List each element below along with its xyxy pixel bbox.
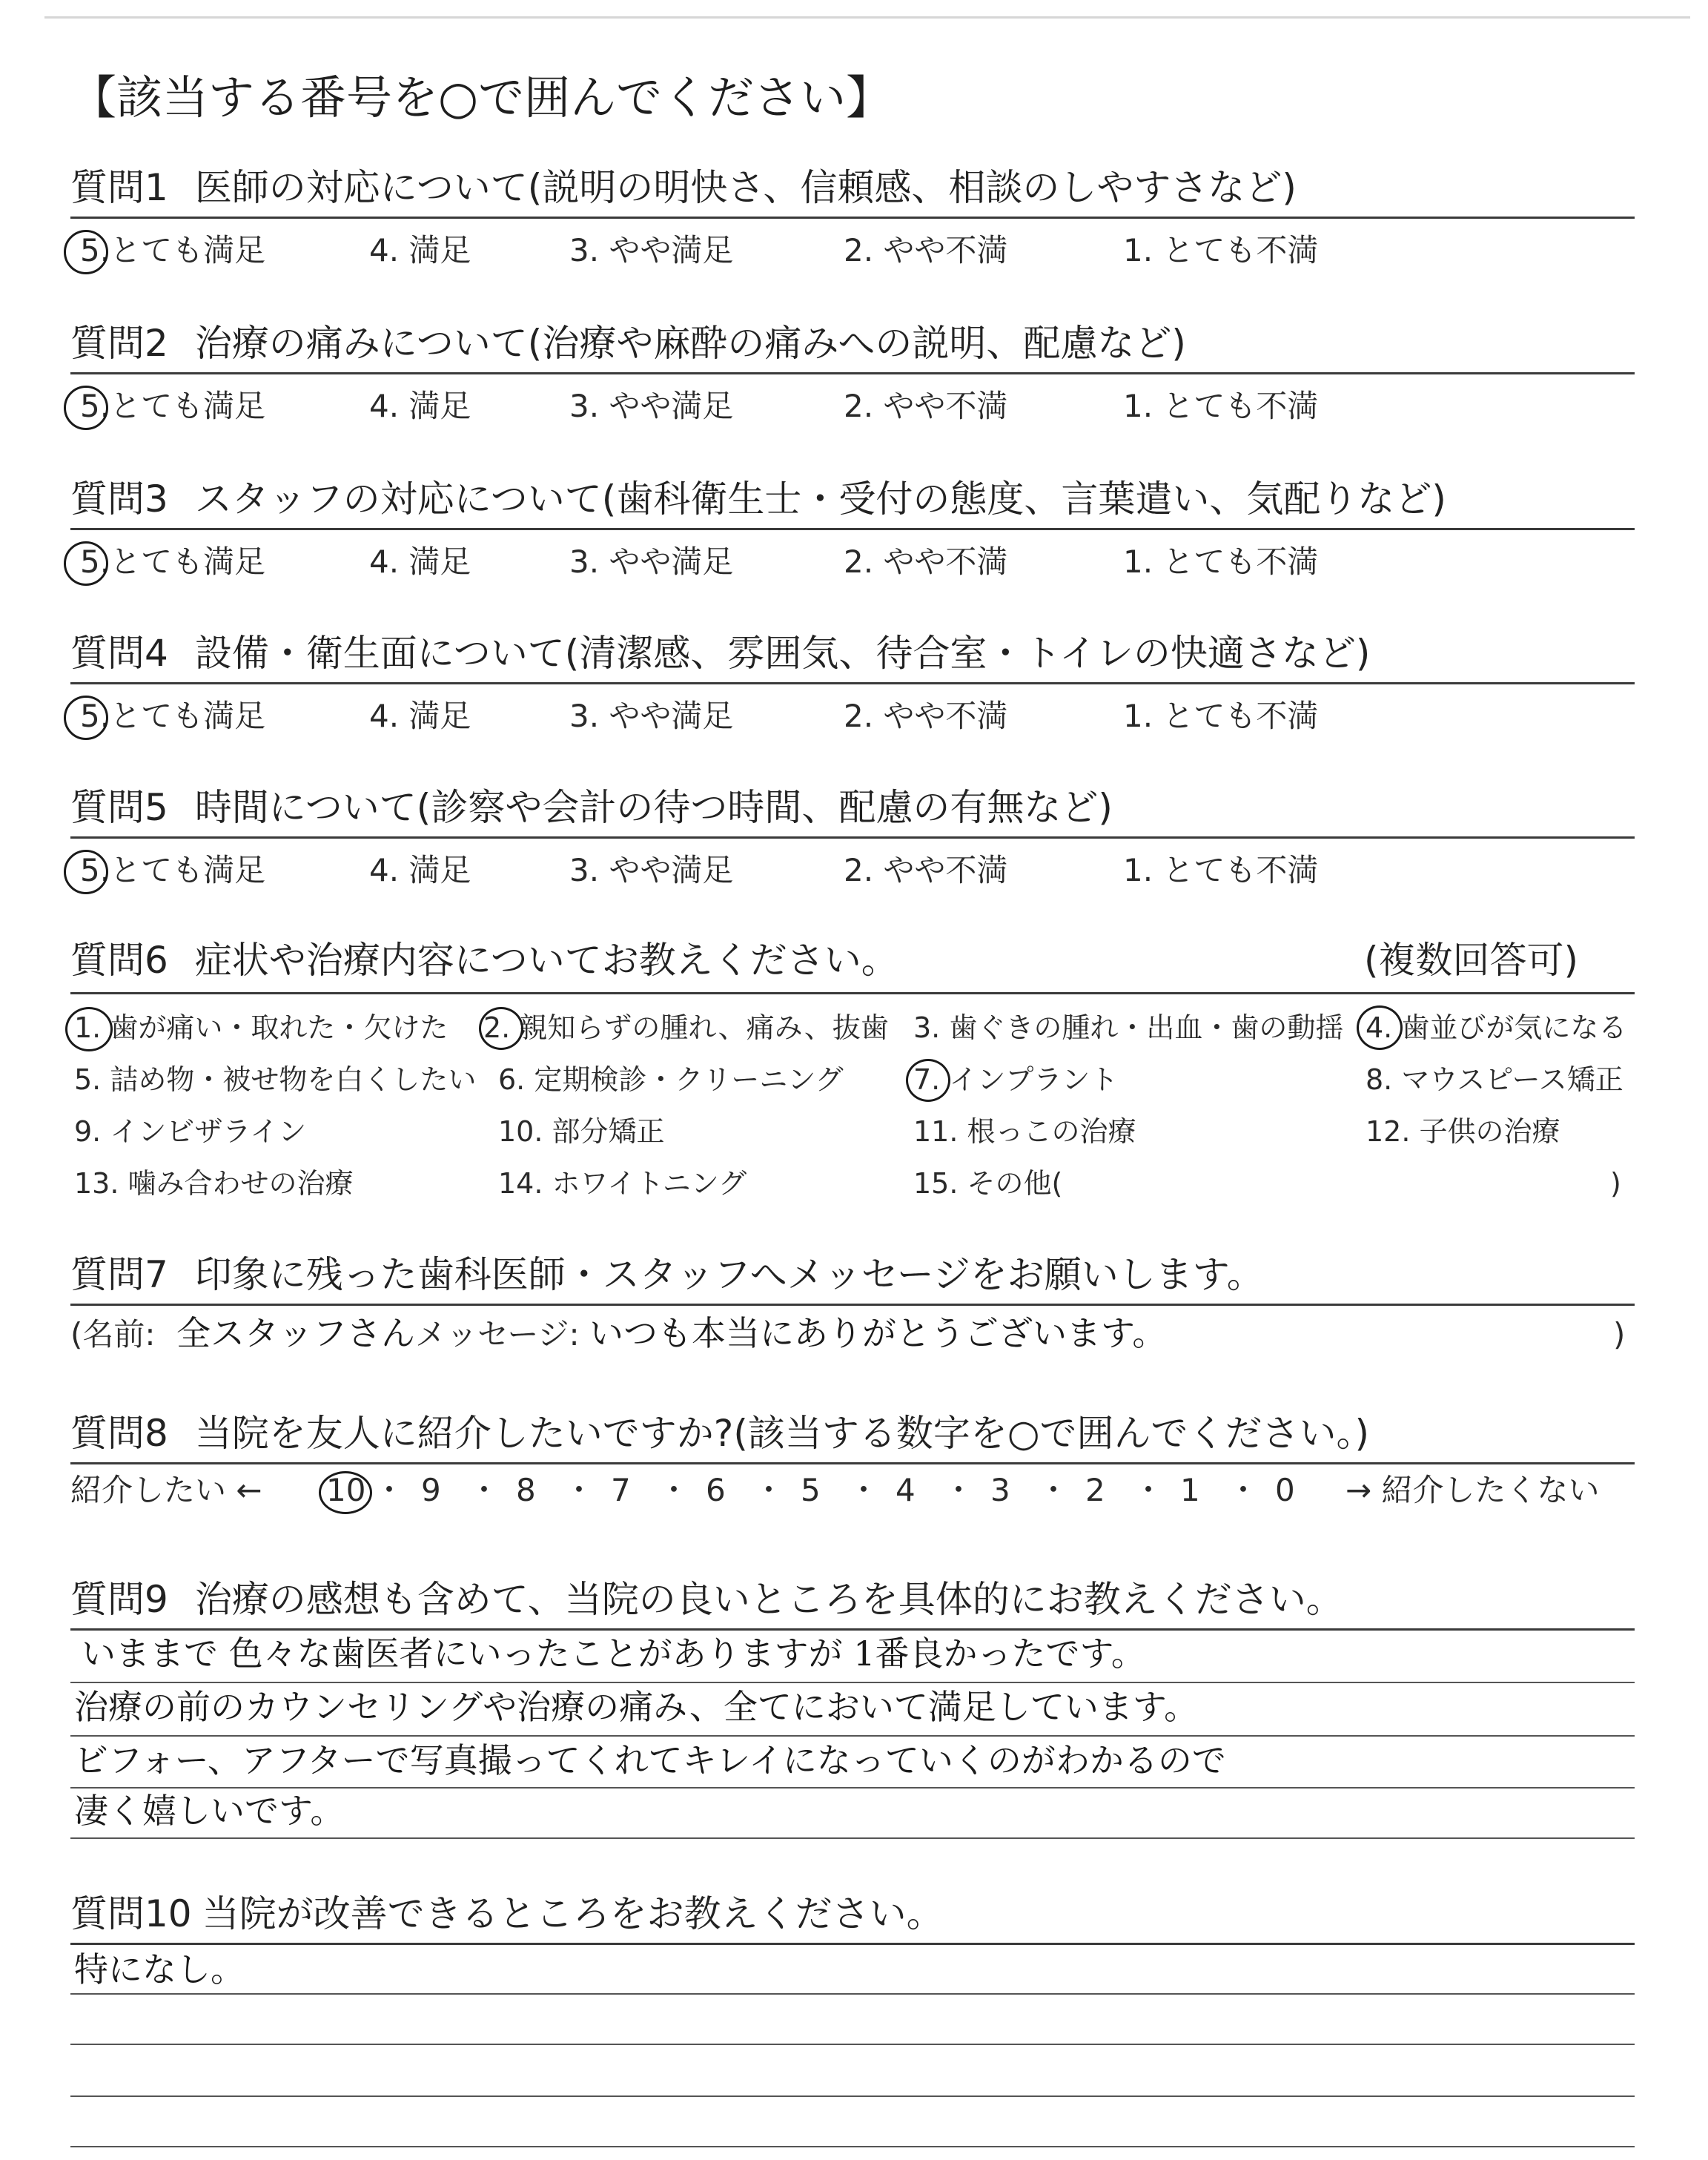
q6-option-6[interactable]: 6. 定期検診・クリーニング xyxy=(498,1063,844,1096)
q3-circle-selected xyxy=(64,541,108,586)
q5-rule xyxy=(70,836,1635,839)
q6-option-12[interactable]: 12. 子供の治療 xyxy=(1366,1115,1560,1148)
q6-option-15-close: ) xyxy=(1610,1167,1621,1200)
q10-line-2 xyxy=(70,2044,1635,2045)
q5-option-2[interactable]: 2. やや不満 xyxy=(844,852,1008,888)
q1-number: 質問1 xyxy=(70,166,168,209)
q3-option-4[interactable]: 4. 満足 xyxy=(369,544,471,580)
q5-heading xyxy=(70,783,1113,832)
q4-option-2[interactable]: 2. やや不満 xyxy=(844,698,1008,734)
q10-line-3 xyxy=(70,2095,1635,2097)
q3-text: スタッフの対応について(歯科衛生士・受付の態度、言葉遣い、気配りなど) xyxy=(194,478,1446,521)
q2-option-4[interactable]: 4. 満足 xyxy=(369,388,471,424)
q5-text: 時間について(診察や会計の待つ時間、配慮の有無など) xyxy=(194,786,1113,829)
q8-scale-9[interactable]: 9 xyxy=(421,1472,441,1508)
q6-option-5[interactable]: 5. 詰め物・被せ物を白くしたい xyxy=(74,1063,477,1096)
q7-message-label: メッセージ: xyxy=(415,1316,580,1353)
q6-text: 症状や治療内容についてお教えください。 xyxy=(194,939,898,982)
q7-name-label: (名前: xyxy=(70,1316,156,1353)
q5-option-3[interactable]: 3. やや満足 xyxy=(569,852,734,888)
q2-option-5[interactable]: 5.とても満足 xyxy=(80,388,266,424)
q2-number: 質問2 xyxy=(70,322,168,365)
q6-option-2[interactable]: 2. 親知らずの腫れ、痛み、抜歯 xyxy=(483,1011,889,1044)
q2-text: 治療の痛みについて(治療や麻酔の痛みへの説明、配慮など) xyxy=(194,322,1186,365)
q9-line-2 xyxy=(70,1735,1635,1737)
q6-option-14[interactable]: 14. ホワイトニング xyxy=(498,1167,747,1200)
q8-scale-dot: ・ xyxy=(753,1472,785,1508)
q9-answer-line-1[interactable]: いままで 色々な歯医者にいったことがありますが 1番良かったです。 xyxy=(82,1634,1145,1674)
q7-message-value[interactable]: いつも本当にありがとうございます。 xyxy=(589,1313,1167,1353)
q5-option-1[interactable]: 1. とても不満 xyxy=(1123,852,1319,888)
q6-option-4[interactable]: 4. 歯並びが気になる xyxy=(1366,1011,1627,1044)
q7-close-paren: ) xyxy=(1613,1316,1626,1353)
q8-number: 質問8 xyxy=(70,1412,168,1455)
q8-scale-dot: ・ xyxy=(1038,1472,1070,1508)
q10-line-4 xyxy=(70,2146,1635,2147)
q5-option-5[interactable]: 5.とても満足 xyxy=(80,852,266,888)
q8-right-label: → 紹介したくない xyxy=(1345,1472,1600,1508)
q6-option-15[interactable]: 15. その他( xyxy=(913,1167,1063,1200)
q8-scale-dot: ・ xyxy=(1228,1472,1260,1508)
q8-scale-10[interactable]: 10 xyxy=(326,1472,366,1508)
q3-rule xyxy=(70,528,1635,530)
q4-rule xyxy=(70,682,1635,684)
q2-option-3[interactable]: 3. やや満足 xyxy=(569,388,734,424)
q8-scale-2[interactable]: 2 xyxy=(1085,1472,1105,1508)
q5-circle-selected xyxy=(64,850,108,894)
q1-option-5[interactable]: 5.とても満足 xyxy=(80,232,266,268)
q6-circle-7 xyxy=(906,1059,950,1102)
q8-scale-8[interactable]: 8 xyxy=(516,1472,536,1508)
q10-text: 当院が改善できるところをお教えください。 xyxy=(202,1892,944,1935)
q9-rule xyxy=(70,1628,1635,1631)
q6-circle-2 xyxy=(479,1007,523,1050)
q8-scale-dot: ・ xyxy=(469,1472,500,1508)
q1-text: 医師の対応について(説明の明快さ、信頼感、相談のしやすさなど) xyxy=(194,166,1297,209)
q1-option-1[interactable]: 1. とても不満 xyxy=(1123,232,1319,268)
q8-text: 当院を友人に紹介したいですか?(該当する数字を○で囲んでください。) xyxy=(194,1412,1369,1455)
q8-scale-6[interactable]: 6 xyxy=(706,1472,726,1508)
q8-scale-7[interactable]: 7 xyxy=(611,1472,631,1508)
q8-scale-dot: ・ xyxy=(943,1472,975,1508)
q6-circle-1 xyxy=(65,1007,113,1051)
q6-option-3[interactable]: 3. 歯ぐきの腫れ・出血・歯の動揺 xyxy=(913,1011,1344,1044)
q8-scale-1[interactable]: 1 xyxy=(1180,1472,1200,1508)
q9-number: 質問9 xyxy=(70,1578,168,1621)
q10-answer-line-1[interactable]: 特になし。 xyxy=(74,1949,245,1989)
q1-option-3[interactable]: 3. やや満足 xyxy=(569,232,734,268)
q7-rule xyxy=(70,1304,1635,1306)
q6-option-10[interactable]: 10. 部分矯正 xyxy=(498,1115,665,1148)
q3-option-5[interactable]: 5.とても満足 xyxy=(80,544,266,580)
q8-scale-dot: ・ xyxy=(563,1472,595,1508)
q2-option-2[interactable]: 2. やや不満 xyxy=(844,388,1008,424)
q6-option-9[interactable]: 9. インビザライン xyxy=(74,1115,307,1148)
q6-number: 質問6 xyxy=(70,939,168,982)
q4-text: 設備・衛生面について(清潔感、雰囲気、待合室・トイレの快適さなど) xyxy=(194,632,1371,675)
q10-heading xyxy=(70,1889,944,1938)
q5-number: 質問5 xyxy=(70,786,168,829)
q3-option-1[interactable]: 1. とても不満 xyxy=(1123,544,1319,580)
q8-heading xyxy=(70,1409,1369,1458)
q1-heading xyxy=(70,163,1297,212)
q8-scale-dot: ・ xyxy=(658,1472,690,1508)
q4-option-3[interactable]: 3. やや満足 xyxy=(569,698,734,734)
q9-heading xyxy=(70,1575,1343,1624)
q3-number: 質問3 xyxy=(70,478,168,521)
q1-option-4[interactable]: 4. 満足 xyxy=(369,232,471,268)
q1-circle-selected xyxy=(64,230,108,274)
q4-circle-selected xyxy=(64,696,108,740)
q3-heading xyxy=(70,475,1446,524)
q6-multiple-note: (複数回答可) xyxy=(1364,939,1579,982)
page-title: 【該当する番号を○で囲んでください】 xyxy=(70,70,893,125)
q4-option-1[interactable]: 1. とても不満 xyxy=(1123,698,1319,734)
q10-line-1 xyxy=(70,1993,1635,1995)
q4-option-4[interactable]: 4. 満足 xyxy=(369,698,471,734)
q9-text: 治療の感想も含めて、当院の良いところを具体的にお教えください。 xyxy=(194,1578,1343,1621)
q8-scale-5[interactable]: 5 xyxy=(801,1472,821,1508)
q6-option-8[interactable]: 8. マウスピース矯正 xyxy=(1366,1063,1623,1096)
q8-scale-dot: ・ xyxy=(848,1472,880,1508)
q6-heading xyxy=(70,936,898,985)
q6-circle-4 xyxy=(1357,1005,1403,1050)
q9-line-1 xyxy=(70,1682,1635,1683)
q5-option-4[interactable]: 4. 満足 xyxy=(369,852,471,888)
q9-answer-line-2[interactable]: 治療の前のカウンセリングや治療の痛み、全てにおいて満足しています。 xyxy=(74,1687,1199,1727)
q10-rule xyxy=(70,1943,1635,1945)
q3-option-3[interactable]: 3. やや満足 xyxy=(569,544,734,580)
q8-scale-3[interactable]: 3 xyxy=(990,1472,1010,1508)
q7-name-value[interactable]: 全スタッフさん xyxy=(176,1313,415,1353)
q8-rule xyxy=(70,1462,1635,1464)
q1-rule xyxy=(70,217,1635,219)
q6-rule xyxy=(70,992,1635,994)
q7-text: 印象に残った歯科医師・スタッフへメッセージをお願いします。 xyxy=(194,1253,1264,1296)
q8-circle-selected xyxy=(319,1471,372,1514)
q7-number: 質問7 xyxy=(70,1253,168,1296)
q9-line-4 xyxy=(70,1837,1635,1839)
q4-heading xyxy=(70,629,1370,678)
q8-scale-0[interactable]: 0 xyxy=(1275,1472,1295,1508)
q7-heading xyxy=(70,1250,1264,1299)
q2-option-1[interactable]: 1. とても不満 xyxy=(1123,388,1319,424)
q2-circle-selected xyxy=(64,386,108,430)
q9-answer-line-3[interactable]: ビフォー、アフターで写真撮ってくれてキレイになっていくのがわかるので xyxy=(74,1740,1226,1780)
q2-heading xyxy=(70,319,1186,368)
q6-option-11[interactable]: 11. 根っこの治療 xyxy=(913,1115,1136,1148)
q6-option-13[interactable]: 13. 噛み合わせの治療 xyxy=(74,1167,354,1200)
q6-option-7[interactable]: 7. インプラント xyxy=(913,1063,1119,1096)
top-border xyxy=(44,16,1690,19)
q8-scale-dot: ・ xyxy=(1133,1472,1165,1508)
q1-option-2[interactable]: 2. やや不満 xyxy=(844,232,1008,268)
q8-scale-4[interactable]: 4 xyxy=(896,1472,916,1508)
q3-option-2[interactable]: 2. やや不満 xyxy=(844,544,1008,580)
q9-answer-line-4[interactable]: 凄く嬉しいです。 xyxy=(74,1791,345,1831)
q8-scale-dot: ・ xyxy=(374,1472,406,1508)
q10-number: 質問10 xyxy=(70,1892,192,1935)
q4-number: 質問4 xyxy=(70,632,168,675)
q4-option-5[interactable]: 5.とても満足 xyxy=(80,698,266,734)
q6-option-1[interactable]: 1. 歯が痛い・取れた・欠けた xyxy=(74,1011,448,1044)
q8-left-label: 紹介したい ← xyxy=(70,1472,262,1508)
q2-rule xyxy=(70,372,1635,374)
